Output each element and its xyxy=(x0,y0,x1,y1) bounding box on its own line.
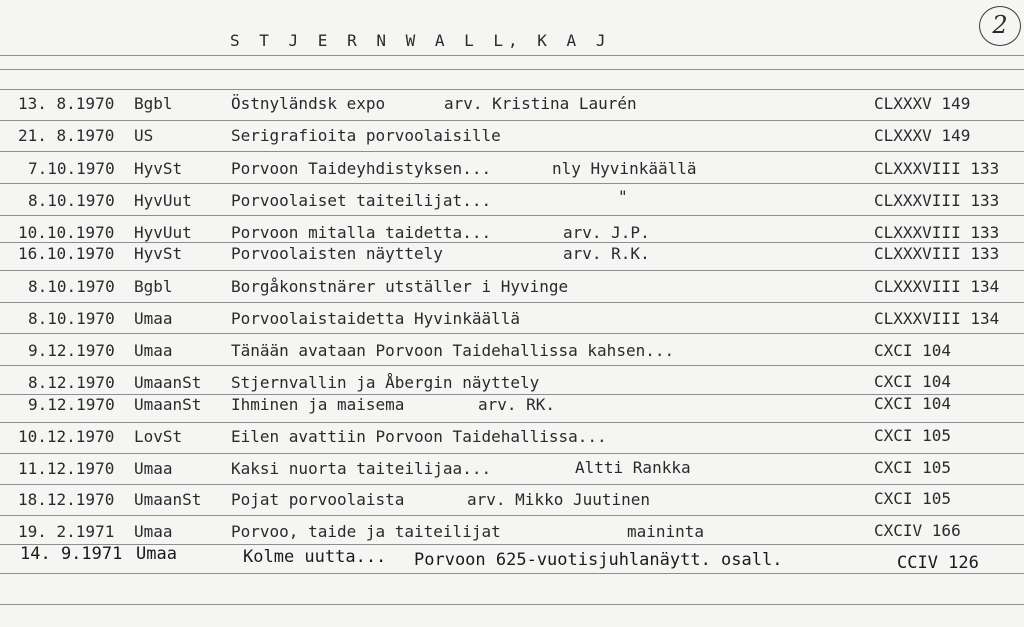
entry-date: 10.10.1970 xyxy=(18,223,115,242)
entry-source: UmaanSt xyxy=(134,395,202,414)
entry-source: LovSt xyxy=(134,427,183,446)
entry-source: HyvUut xyxy=(134,191,192,210)
ruled-line xyxy=(0,422,1024,423)
entry-title: Borgåkonstnärer utställer i Hyvinge xyxy=(231,277,569,296)
entry-title: Stjernvallin ja Åbergin näyttely xyxy=(231,373,540,392)
entry-note: arv. Mikko Juutinen xyxy=(467,490,651,509)
entry-title: Porvoon mitalla taidetta... xyxy=(231,223,492,242)
entry-date: 7.10.1970 xyxy=(28,159,115,178)
entry-title: Östnyländsk expo xyxy=(231,94,386,113)
ruled-line xyxy=(0,151,1024,152)
ruled-line xyxy=(0,270,1024,271)
entry-title: Pojat porvoolaista xyxy=(231,490,405,509)
entry-ref: CXCI 105 xyxy=(874,489,952,508)
entry-note: arv. RK. xyxy=(478,395,556,414)
entry-date: 8.10.1970 xyxy=(28,277,115,296)
entry-source: Bgbl xyxy=(134,277,173,296)
entry-title: Ihminen ja maisema xyxy=(231,395,405,414)
entry-ref: CXCI 104 xyxy=(874,341,952,360)
entry-date: 13. 8.1970 xyxy=(18,94,115,113)
entry-source: Umaa xyxy=(134,341,173,360)
entry-source: Umaa xyxy=(136,544,177,564)
ruled-line xyxy=(0,89,1024,90)
entry-title: Kaksi nuorta taiteilijaa... xyxy=(231,459,492,478)
entry-note: arv. Kristina Laurén xyxy=(444,94,637,113)
entry-source: Umaa xyxy=(134,522,173,541)
entry-source: US xyxy=(134,126,154,145)
entry-ref: CXCI 104 xyxy=(874,372,952,391)
ruled-line xyxy=(0,365,1024,366)
entry-title: Kolme uutta... xyxy=(243,547,387,567)
entry-note: nly Hyvinkäällä xyxy=(552,159,697,178)
entry-ref: CXCI 104 xyxy=(874,394,952,413)
entry-ref: CLXXXV 149 xyxy=(874,94,971,113)
card-title: S T J E R N W A L L, K A J xyxy=(230,31,611,50)
entry-source: Bgbl xyxy=(134,94,173,113)
entry-ref: CXCI 105 xyxy=(874,426,952,445)
entry-title: Porvoolaistaidetta Hyvinkäällä xyxy=(231,309,520,328)
ruled-line xyxy=(0,453,1024,454)
entry-date: 8.10.1970 xyxy=(28,191,115,210)
ruled-line xyxy=(0,69,1024,70)
ruled-line xyxy=(0,215,1024,216)
entry-note: mainint​a xyxy=(627,522,705,541)
card-number-circle: 2 xyxy=(979,6,1021,46)
ruled-line xyxy=(0,302,1024,303)
entry-source: Umaa xyxy=(134,309,173,328)
entry-ref: CLXXXVIII 133 xyxy=(874,223,1000,242)
entry-date: 9.12.1970 xyxy=(28,395,115,414)
entry-date: 21. 8.1970 xyxy=(18,126,115,145)
entry-note: Porvoon 625-vuotisjuhlanäytt. osall. xyxy=(414,550,783,570)
entry-ref: CLXXXVIII 134 xyxy=(874,309,1000,328)
entry-date: 19. 2.1971 xyxy=(18,522,115,541)
entry-ref: CLXXXVIII 134 xyxy=(874,277,1000,296)
ruled-line xyxy=(0,573,1024,574)
entry-note: Altti Rankka xyxy=(575,458,691,477)
ruled-line xyxy=(0,515,1024,516)
entry-date: 18.12.1970 xyxy=(18,490,115,509)
entry-ref: CLXXXV 149 xyxy=(874,126,971,145)
entry-ref: CCIV 126 xyxy=(897,553,979,573)
entry-ref: CXCI 105 xyxy=(874,458,952,477)
entry-ref: CLXXXVIII 133 xyxy=(874,244,1000,263)
entry-date: 11.12.1970 xyxy=(18,459,115,478)
entry-title: Porvoo, taide ja taiteilijat xyxy=(231,522,501,541)
entry-note-ditto: " xyxy=(618,187,628,206)
entry-date: 9.12.1970 xyxy=(28,341,115,360)
entry-date: 10.12.1970 xyxy=(18,427,115,446)
ruled-line xyxy=(0,604,1024,605)
entry-source: Umaa xyxy=(134,459,173,478)
entry-ref: CXCIV 166 xyxy=(874,521,961,540)
entry-note: arv. R.K. xyxy=(563,244,650,263)
entry-date: 14. 9.1971 xyxy=(20,544,123,564)
entry-date: 8.12.1970 xyxy=(28,373,115,392)
entry-title: Porvoolaiset taiteilijat... xyxy=(231,191,492,210)
entry-date: 8.10.1970 xyxy=(28,309,115,328)
entry-source: HyvUut xyxy=(134,223,192,242)
ruled-line xyxy=(0,183,1024,184)
entry-source: UmaanSt xyxy=(134,490,202,509)
entry-note: arv. J.P. xyxy=(563,223,650,242)
entry-title: Serigrafioita porvoolaisille xyxy=(231,126,501,145)
ruled-line xyxy=(0,55,1024,56)
entry-title: Tänään avataan Porvoon Taidehallissa kahsen... xyxy=(231,341,675,360)
entry-source: UmaanSt xyxy=(134,373,202,392)
entry-ref: CLXXXVIII 133 xyxy=(874,159,1000,178)
entry-source: HyvSt xyxy=(134,244,183,263)
ruled-line xyxy=(0,120,1024,121)
entry-title: Porvoolaisten näyttely xyxy=(231,244,443,263)
entry-date: 16.10.1970 xyxy=(18,244,115,263)
ruled-line xyxy=(0,484,1024,485)
entry-ref: CLXXXVIII 133 xyxy=(874,191,1000,210)
entry-title: Porvoon Taideyhdistyksen... xyxy=(231,159,492,178)
entry-source: HyvSt xyxy=(134,159,183,178)
ruled-line xyxy=(0,333,1024,334)
entry-title: Eilen avattiin Porvoon Taidehallissa... xyxy=(231,427,607,446)
